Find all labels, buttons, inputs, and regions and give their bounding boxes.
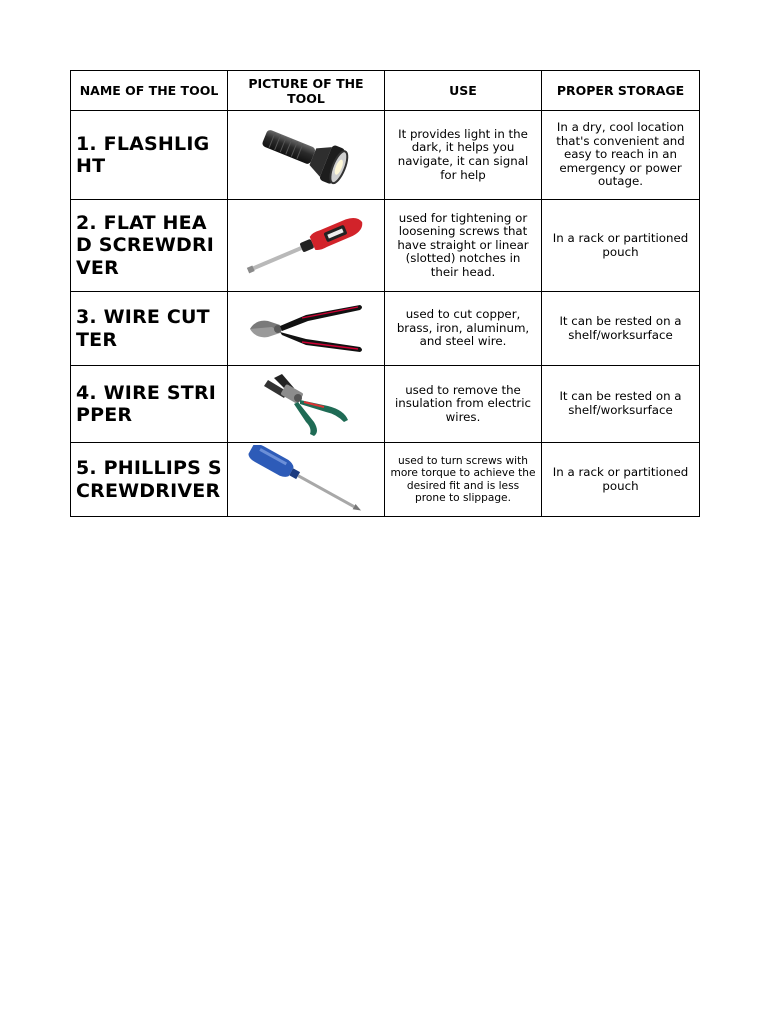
tool-picture-cell <box>228 292 385 366</box>
tool-picture-cell <box>228 111 385 200</box>
wire-stripper-icon <box>258 370 354 438</box>
tool-name: 5. PHILLIPS SCREWDRIVER <box>71 443 228 517</box>
table-row <box>71 366 700 443</box>
tool-use: used for tightening or loosening screws that have straight or linear (slotted) notches in their head. <box>385 200 542 292</box>
header-storage: PROPER STORAGE <box>542 71 700 111</box>
tool-use: used to cut copper, brass, iron, aluminum, and steel wire. <box>385 292 542 366</box>
header-row <box>71 71 700 111</box>
tool-name: 4. WIRE STRIPPER <box>71 366 228 443</box>
table-row <box>71 111 700 200</box>
tool-use: It provides light in the dark, it helps you navigate, it can signal for help <box>385 111 542 200</box>
tool-storage: It can be rested on a shelf/worksurface <box>542 292 700 366</box>
wire-cutter-icon <box>242 299 370 359</box>
table-row <box>71 200 700 292</box>
tool-picture-cell <box>228 366 385 443</box>
tool-picture-cell <box>228 200 385 292</box>
tool-storage: In a rack or partitioned pouch <box>542 200 700 292</box>
tool-picture-cell <box>228 443 385 517</box>
tool-name: 3. WIRE CUTTER <box>71 292 228 366</box>
phillips-screwdriver-icon <box>241 445 371 515</box>
flashlight-icon <box>251 118 361 192</box>
table-row <box>71 443 700 517</box>
tools-table <box>70 70 700 517</box>
tool-storage: In a rack or partitioned pouch <box>542 443 700 517</box>
flat-head-screwdriver-icon <box>241 209 371 283</box>
tool-storage: It can be rested on a shelf/worksurface <box>542 366 700 443</box>
tool-use: used to turn screws with more torque to achieve the desired fit and is less prone to slippage. <box>385 443 542 517</box>
header-picture: PICTURE OF THE TOOL <box>228 71 385 111</box>
tool-name: 2. FLAT HEAD SCREWDRIVER <box>71 200 228 292</box>
table-row <box>71 292 700 366</box>
tool-use: used to remove the insulation from electric wires. <box>385 366 542 443</box>
tool-name: 1. FLASHLIGHT <box>71 111 228 200</box>
header-name: NAME OF THE TOOL <box>71 71 228 111</box>
tool-storage: In a dry, cool location that's convenient and easy to reach in an emergency or power outage. <box>542 111 700 200</box>
header-use: USE <box>385 71 542 111</box>
